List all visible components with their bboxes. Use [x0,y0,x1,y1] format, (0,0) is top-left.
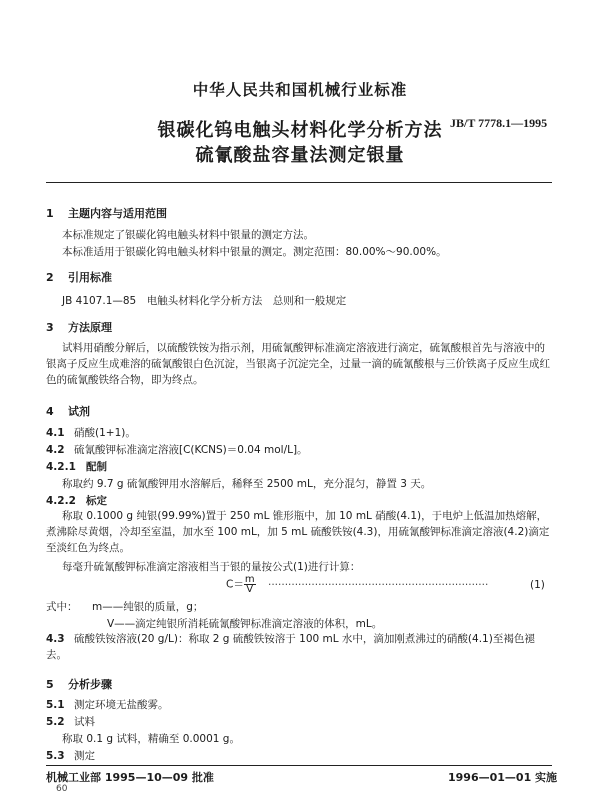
section-number: 3 [46,321,54,334]
section-number: 1 [46,207,54,220]
variable-m-definition: m——纯银的质量，g； [92,601,204,613]
item-number: 5.1 [46,699,65,711]
reference-standard: JB 4107.1—85 电触头材料化学分析方法 总则和一般规定 [62,295,347,307]
standard-number: JB/T 7778.1—1995 [450,116,548,130]
item-5-2-text: 称取 0.1 g 试料，精确至 0.0001 g。 [62,733,240,745]
section-title: 方法原理 [68,321,112,334]
item-text: 硫酸铁铵溶液(20 g/L)：称取 2 g 硫酸铁铵溶于 100 mL 水中，滴加刚煮沸过的硝酸(4.1)至褐色褪去。 [46,633,535,661]
section-1-heading [46,205,167,221]
section-2-heading [46,269,112,285]
item-5-3 [46,748,95,763]
item-4-2-1-text: 称取约 9.7 g 硫氰酸钾用水溶解后，稀释至 2500 mL，充分混匀，静置 3 天。 [62,478,432,490]
item-text: 试料 [74,716,95,728]
item-4-1 [46,425,136,440]
title-line-1: 银碳化钨电触头材料化学分析方法 [157,120,443,141]
section-title: 分析步骤 [68,678,112,691]
item-text: 测定环境无盐酸雾。 [74,699,169,711]
formula-number: (1) [530,579,545,591]
section-number: 5 [46,678,54,691]
variable-v-definition: V——滴定纯银所消耗硫氰酸钾标准滴定溶液的体积，mL。 [107,618,383,630]
section-title: 试剂 [68,405,90,418]
section-title: 主题内容与适用范围 [68,207,167,220]
item-text: 硫氰酸钾标准滴定溶液[C(KCNS)＝0.04 mol/L]。 [74,444,308,456]
approval-date: 机械工业部 1995—10—09 批准 [46,771,214,784]
section-3-paragraph: 试料用硝酸分解后，以硫酸铁铵为指示剂，用硫氰酸钾标准滴定溶液进行滴定，硫氰酸根首先与溶液中的银离子反应生成难溶的硫氰酸银白色沉淀，当银离子沉淀完全，过量一滴的硫氰酸根与三价铁离子反应生成红色的硫氰酸铁络合物，即为终点。 [46,342,550,386]
item-4-2-2-text: 称取 0.1000 g 纯银(99.99%)置于 250 mL 锥形瓶中，加 10 mL 硝酸(4.1)，于电炉上低温加热熔解，煮沸除尽黄烟，冷却至室温，加水至 100 mL，加 5 mL 硫酸铁铵(4.3)，用硫氰酸钾标准滴定溶液(4.2)滴定至淡红色为终点。 [46,510,550,554]
section-5-heading [46,676,112,692]
item-4-2-2 [46,493,107,508]
formula-leader-dots: ·································································· [268,579,489,591]
formula-intro: 每毫升硫氰酸钾标准滴定溶液相当于银的量按公式(1)进行计算： [62,561,361,573]
footer-rule [46,765,552,766]
section-number: 2 [46,271,54,284]
section-3-heading [46,319,112,335]
item-text: 硝酸(1+1)。 [74,427,136,439]
item-4-3 [46,631,552,663]
item-number: 5.3 [46,750,65,762]
title-line-2: 硫氰酸盐容量法测定银量 [195,145,405,166]
item-4-2-1 [46,459,107,474]
section-1-para-2: 本标准适用于银碳化钨电触头材料中银量的测定。测定范围：80.00%～90.00%。 [62,246,447,258]
item-number: 4.2 [46,444,65,456]
item-number: 4.2.2 [46,495,76,507]
implementation-date: 1996—01—01 实施 [448,771,558,784]
section-title: 引用标准 [68,271,112,284]
item-number: 5.2 [46,716,65,728]
item-5-2 [46,714,95,729]
section-1-para-1: 本标准规定了银碳化钨电触头材料中银量的测定方法。 [62,229,314,241]
section-4-heading [46,403,90,419]
page-number: 60 [56,784,68,794]
where-label: 式中： [46,601,78,613]
item-number: 4.3 [46,633,65,645]
item-number: 4.1 [46,427,65,439]
item-title: 配制 [86,461,107,473]
item-number: 4.2.1 [46,461,76,473]
formula [226,575,256,594]
formula-lhs: C＝ [226,578,244,591]
item-text: 测定 [74,750,95,762]
item-4-2 [46,442,308,457]
header-rule [46,182,552,183]
formula-fraction [244,575,256,594]
item-title: 标定 [86,495,107,507]
formula-denominator: V [246,584,254,595]
issuing-agency: 中华人民共和国机械行业标准 [192,81,408,99]
formula-numerator: m [244,574,255,585]
item-5-1 [46,697,169,712]
section-number: 4 [46,405,54,418]
